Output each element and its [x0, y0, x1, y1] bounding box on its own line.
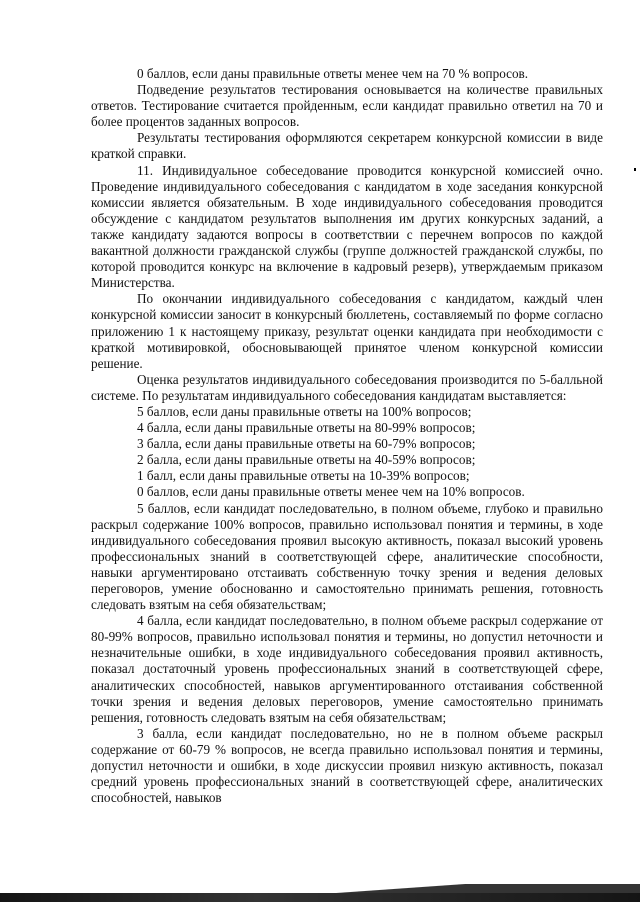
paragraph-testing-report: Результаты тестирования оформляются секретарем конкурсной комиссии в виде краткой справки. [91, 130, 603, 162]
scan-bottom-edge-cut [0, 884, 640, 893]
paragraph-interview-ballot: По окончании индивидуального собеседования с кандидатом, каждый член конкурсной комиссии заносит в конкурсный бюллетень, составляемый по форме согласно приложению 1 к настоящему приказу, результат оценки кандидата при необходимости с краткой мотивировкой, обосновывающей принятое членом конкурсной комиссии решение. [91, 291, 603, 371]
list-item-3-points: 3 балла, если даны правильные ответы на 60-79% вопросов; [137, 436, 476, 452]
paragraph-score-3-description: 3 балла, если кандидат последовательно, но не в полном объеме раскрыл содержание от 60-79 % вопросов, не всегда правильно использовал понятия и термины, допустил неточности и ошибки, в ходе дискуссии проявил низкую активность, показал средний уровень профессиональных знаний в соответствующей сфере, аналитических способностей, навыков [91, 725, 603, 806]
list-item-0-points: 0 баллов, если даны правильные ответы менее чем на 10% вопросов. [137, 484, 525, 500]
list-item-2-points: 2 балла, если даны правильные ответы на 40-59% вопросов; [137, 452, 476, 468]
scan-speck [634, 168, 636, 171]
paragraph-section-11: 11. Индивидуальное собеседование проводится конкурсной комиссией очно. Проведение индивидуального собеседования с кандидатом в ходе заседания конкурсной комиссии является обязательным. В ходе индивидуального собеседования проводится обсуждение с кандидатом результатов выполнения им других конкурсных заданий, а также кандидату задаются вопросы в соответствии с перечнем вопросов по каждой вакантной должности гражданской службы (группе должностей гражданской службы, по которой проводится конкурс на включение в кадровый резерв), утверждаемым приказом Министерства. [91, 162, 603, 291]
list-item-4-points: 4 балла, если даны правильные ответы на 80-99% вопросов; [137, 420, 476, 436]
paragraph-score-4-description: 4 балла, если кандидат последовательно, в полном объеме раскрыл содержание от 80-99% вопросов, правильно использовал понятия и термины, но допустил неточности и незначительные ошибки, в ходе индивидуального собеседования проявил активность, показал достаточный уровень профессиональных знаний в соответствующей сфере, аналитических способностей, навыков аргументированного отстаивания собственной точки зрения и ведения деловых переговоров, умение самостоятельно принимать решения, готовность следовать взятым на себя обязательствам; [91, 613, 603, 725]
paragraph-scoring-system: Оценка результатов индивидуального собеседования производится по 5-балльной системе. По результатам индивидуального собеседования кандидатам выставляется: [91, 371, 603, 403]
document-body [91, 66, 603, 806]
list-item-5-points: 5 баллов, если даны правильные ответы на 100% вопросов; [137, 403, 472, 419]
list-item-1-point: 1 балл, если даны правильные ответы на 10-39% вопросов; [137, 468, 470, 484]
scan-bottom-edge [0, 893, 640, 902]
paragraph-zero-points-testing: 0 баллов, если даны правильные ответы менее чем на 70 % вопросов. [137, 66, 529, 81]
paragraph-score-5-description: 5 баллов, если кандидат последовательно, в полном объеме, глубоко и правильно раскрыл содержание 100% вопросов, правильно использовал понятия и термины, в ходе индивидуального собеседования проявил высокую активность, показал высокий уровень профессиональных знаний в соответствующей сфере, аналитические способности, навыки аргументировано отстаивать собственную точку зрения и ведения деловых переговоров, умение обоснованно и самостоятельно принимать решения, готовность следовать взятым на себя обязательствам; [91, 500, 603, 613]
paragraph-testing-results: Подведение результатов тестирования основывается на количестве правильных ответов. Тестирование считается пройденным, если кандидат правильно ответил на 70 и более процентов заданных вопросов. [91, 82, 603, 130]
